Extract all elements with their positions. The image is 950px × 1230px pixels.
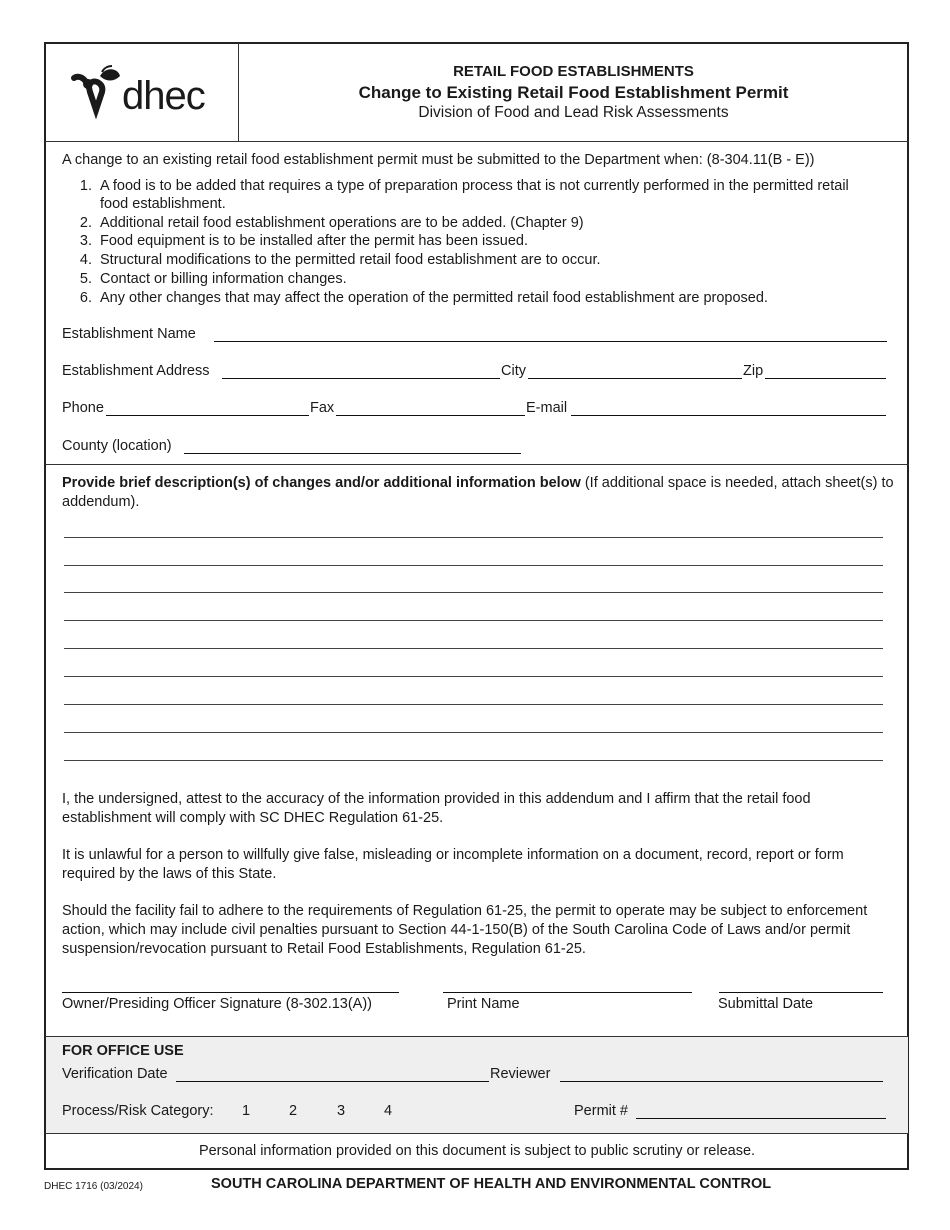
reviewer-field[interactable]: [560, 1081, 883, 1082]
county-label: County (location): [62, 438, 172, 454]
phone-label: Phone: [62, 400, 104, 416]
permit-label: Permit #: [574, 1103, 628, 1119]
dhec-logo: [66, 62, 226, 122]
privacy-notice: Personal information provided on this document is subject to public scrutiny or release.: [198, 1143, 756, 1159]
dhec-logo-icon: [66, 62, 126, 122]
process-risk-label: Process/Risk Category:: [62, 1103, 214, 1119]
section-divider: [45, 1133, 909, 1134]
description-line[interactable]: [64, 620, 883, 621]
division-name: Division of Food and Lead Risk Assessments: [418, 104, 729, 121]
description-line[interactable]: [64, 592, 883, 593]
section-divider: [45, 464, 909, 465]
header-bottom-rule: [45, 141, 909, 142]
description-instructions-bold: Provide brief description(s) of changes and/or additional information below: [62, 475, 581, 491]
description-instructions: [62, 474, 897, 512]
description-line[interactable]: [64, 704, 883, 705]
form-category: RETAIL FOOD ESTABLISHMENTS: [453, 63, 694, 80]
permit-number-field[interactable]: [636, 1118, 886, 1119]
header-divider: [238, 43, 239, 141]
city-field[interactable]: [528, 378, 742, 379]
list-item-text: Contact or billing information changes.: [100, 271, 347, 287]
list-item-number: 4.: [79, 252, 92, 268]
list-item-number: 5.: [79, 271, 92, 287]
signature-label: Owner/Presiding Officer Signature (8-302.13(A)): [62, 996, 373, 1012]
description-line[interactable]: [64, 537, 883, 538]
email-field[interactable]: [571, 415, 886, 416]
description-line[interactable]: [64, 565, 883, 566]
attestation-paragraph: I, the undersigned, attest to the accuracy of the information provided in this addendum and I affirm that the retail food establishment will comply with SC DHEC Regulation 61-25.: [62, 791, 811, 826]
risk-category-option[interactable]: 4: [384, 1103, 393, 1119]
form-title: Change to Existing Retail Food Establishment Permit: [358, 83, 789, 102]
print-name-field[interactable]: [443, 992, 692, 993]
description-line[interactable]: [64, 760, 883, 761]
phone-field[interactable]: [106, 415, 309, 416]
list-item-text: Additional retail food establishment operations are to be added. (Chapter 9): [100, 215, 584, 231]
risk-category-option[interactable]: 2: [289, 1103, 298, 1119]
form-id: DHEC 1716 (03/2024): [44, 1181, 143, 1192]
submittal-date-field[interactable]: [719, 992, 883, 993]
print-name-label: Print Name: [447, 996, 520, 1012]
office-use-heading: FOR OFFICE USE: [62, 1043, 184, 1059]
establishment-name-label: Establishment Name: [62, 326, 196, 342]
list-item-text: Any other changes that may affect the operation of the permitted retail food establishment are proposed.: [100, 290, 768, 306]
list-item-number: 6.: [79, 290, 92, 306]
list-item-text: Food equipment is to be installed after the permit has been issued.: [100, 233, 529, 249]
email-label: E-mail: [526, 400, 568, 416]
risk-category-option[interactable]: 3: [337, 1103, 346, 1119]
establishment-address-field[interactable]: [222, 378, 500, 379]
description-line[interactable]: [64, 676, 883, 677]
enforcement-paragraph: Should the facility fail to adhere to the requirements of Regulation 61-25, the permit to operate may be subject to enforcement action, which may include civil penalties pursuant to Section 44-1-150(B) of the South Carolina Code of Laws and/or permit suspension/revocation pursuant to Retail Food Establishments, Regulation 61-25.: [62, 903, 868, 957]
signature-field[interactable]: [62, 992, 399, 993]
intro-text: A change to an existing retail food establishment permit must be submitted to the Department when: (8-304.11(B - E)): [62, 152, 815, 168]
zip-label: Zip: [743, 363, 764, 379]
list-item-text: A food is to be added that requires a type of preparation process that is not currently performed in the permitted retail food establishment.: [100, 178, 849, 212]
department-name: SOUTH CAROLINA DEPARTMENT OF HEALTH AND ENVIRONMENTAL CONTROL: [211, 1176, 772, 1192]
establishment-name-field[interactable]: [214, 341, 887, 342]
fax-label: Fax: [310, 400, 335, 416]
list-item-number: 2.: [79, 215, 92, 231]
county-field[interactable]: [184, 453, 521, 454]
list-item-number: 3.: [79, 233, 92, 249]
description-instructions-note: (If additional space is needed, attach sheet(s) to addendum).: [62, 475, 894, 510]
description-line[interactable]: [64, 732, 883, 733]
unlawful-notice-paragraph: It is unlawful for a person to willfully give false, misleading or incomplete information on a document, record, report or form required by the laws of this State.: [62, 847, 844, 882]
description-line[interactable]: [64, 648, 883, 649]
risk-category-option[interactable]: 1: [242, 1103, 251, 1119]
submittal-date-label: Submittal Date: [718, 996, 814, 1012]
reviewer-label: Reviewer: [490, 1066, 551, 1082]
list-item-number: 1.: [79, 178, 92, 194]
zip-field[interactable]: [765, 378, 886, 379]
verification-date-field[interactable]: [176, 1081, 489, 1082]
list-item-text: Structural modifications to the permitted retail food establishment are to occur.: [100, 252, 601, 268]
establishment-address-label: Establishment Address: [62, 363, 210, 379]
fax-field[interactable]: [336, 415, 525, 416]
logo-text: dhec: [122, 74, 205, 118]
city-label: City: [501, 363, 526, 379]
verification-date-label: Verification Date: [62, 1066, 168, 1082]
